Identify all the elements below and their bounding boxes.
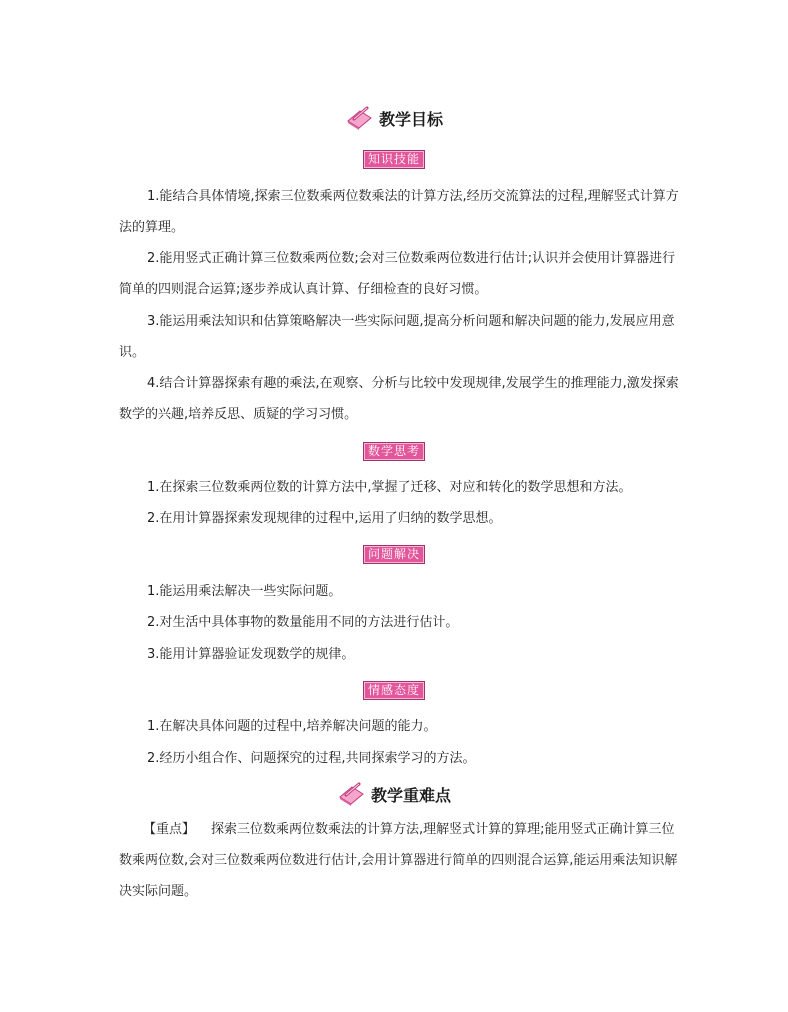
tag-math-thinking: 数学思考 xyxy=(363,442,425,461)
goal-item: 2.在用计算器探索发现规律的过程中,运用了归纳的数学思想。 xyxy=(147,511,502,526)
goal-item: 3.能运用乘法知识和估算策略解决一些实际问题,提高分析问题和解决问题的能力,发展应用意识。 xyxy=(119,314,675,360)
goal-item: 3.能用计算器验证发现数学的规律。 xyxy=(147,647,355,662)
pen-paper-icon xyxy=(337,782,365,806)
keypoint-label: 【重点】 xyxy=(143,822,196,837)
keypoint-text: 探索三位数乘两位数乘法的计算方法,理解竖式计算的算理;能用竖式正确计算三位数乘两位数,会对三位数乘两位数进行估计,会用计算器进行简单的四则混合运算,能运用乘法知识解决实际问题。 xyxy=(119,822,678,899)
goal-item: 2.对生活中具体事物的数量能用不同的方法进行估计。 xyxy=(147,615,459,630)
goal-item: 1.在解决具体问题的过程中,培养解决问题的能力。 xyxy=(147,719,437,734)
section-title-goals xyxy=(0,106,788,130)
section-title-text: 教学重难点 xyxy=(370,785,451,805)
goal-item: 1.能运用乘法解决一些实际问题。 xyxy=(147,584,342,599)
keypoint-paragraph xyxy=(119,814,679,907)
tag-problem-solving: 问题解决 xyxy=(363,545,425,564)
pen-paper-icon xyxy=(345,106,373,130)
tag-knowledge-skills-wrap xyxy=(0,150,788,169)
goal-item: 4.结合计算器探索有趣的乘法,在观察、分析与比较中发现规律,发展学生的推理能力,激发探索数学的兴趣,培养反思、质疑的学习习惯。 xyxy=(119,376,679,422)
tag-emotion-attitude-wrap xyxy=(0,681,788,700)
tag-knowledge-skills: 知识技能 xyxy=(363,150,425,169)
goal-item: 1.能结合具体情境,探索三位数乘两位数乘法的计算方法,经历交流算法的过程,理解竖式计算方法的算理。 xyxy=(119,189,679,235)
section-title-keypoints xyxy=(0,782,788,806)
goal-item: 1.在探索三位数乘两位数的计算方法中,掌握了迁移、对应和转化的数学思想和方法。 xyxy=(147,480,632,495)
goal-item: 2.能用竖式正确计算三位数乘两位数;会对三位数乘两位数进行估计;认识并会使用计算器进行简单的四则混合运算;逐步养成认真计算、仔细检查的良好习惯。 xyxy=(119,251,676,297)
tag-math-thinking-wrap xyxy=(0,442,788,461)
goal-item: 2.经历小组合作、问题探究的过程,共同探索学习的方法。 xyxy=(147,751,476,766)
tag-problem-solving-wrap xyxy=(0,545,788,564)
tag-emotion-attitude: 情感态度 xyxy=(363,681,425,700)
section-title-text: 教学目标 xyxy=(378,109,443,129)
